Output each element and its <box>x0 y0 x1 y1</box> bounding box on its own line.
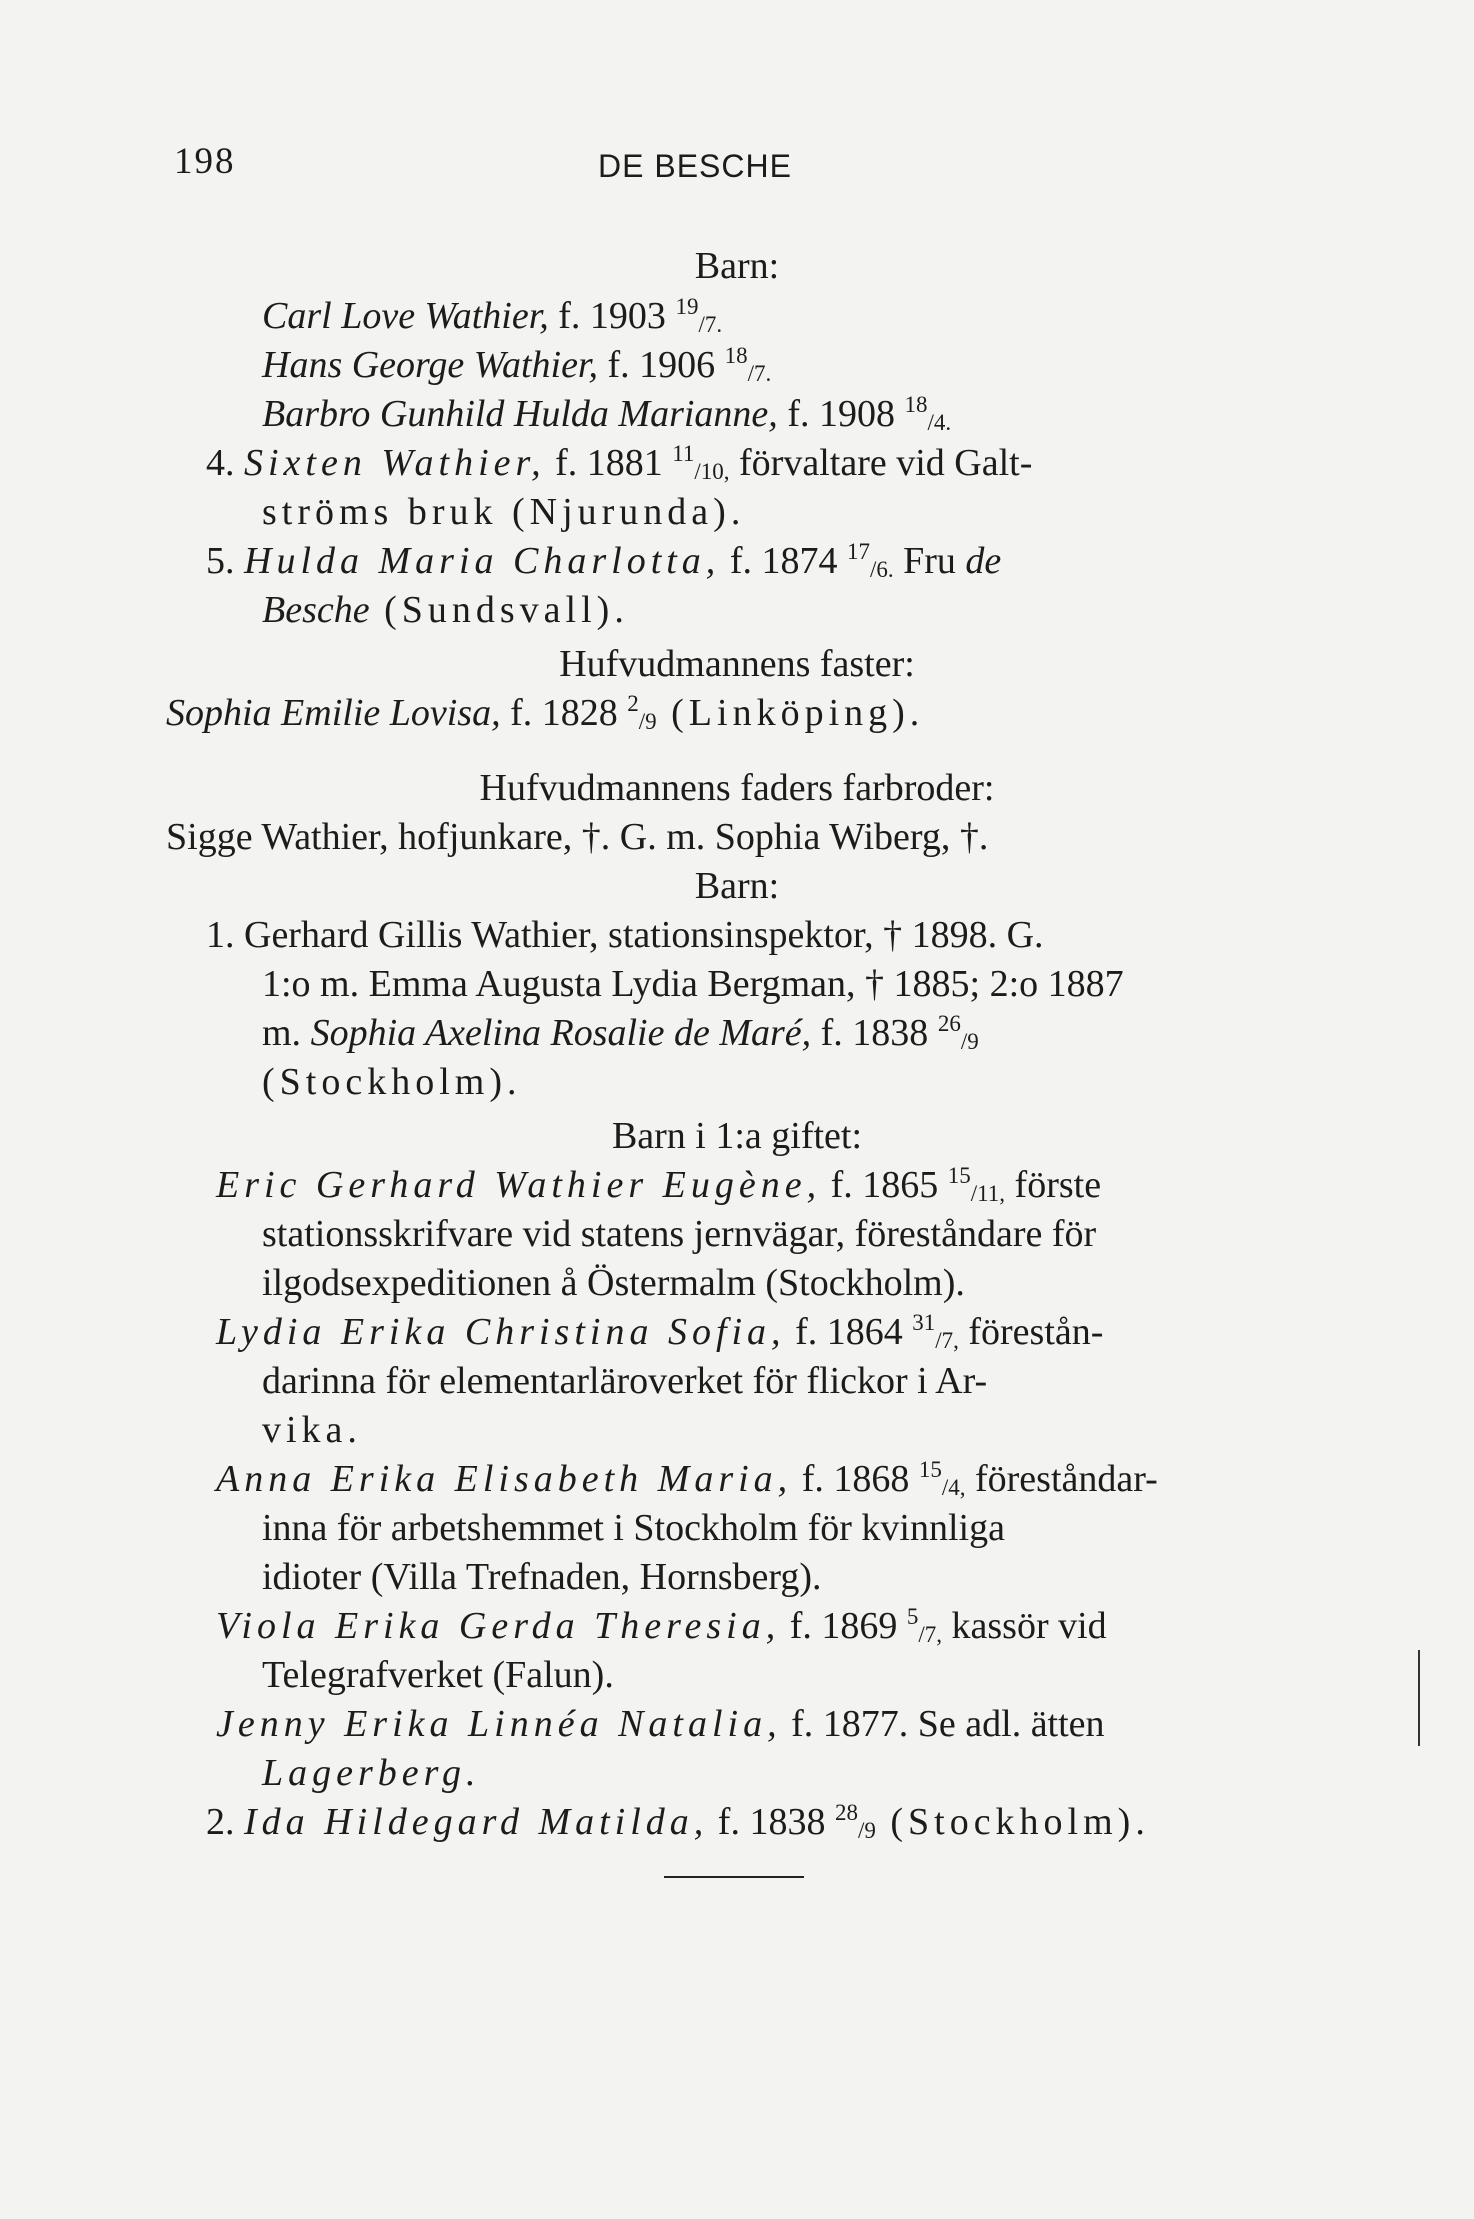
entry-line: Hans George Wathier, f. 1906 $^{18}_{/7.}$ <box>262 343 772 386</box>
entry-line: Lagerberg. <box>262 1752 481 1794</box>
section-heading: Hufvudmannens faders farbroder: <box>479 767 995 809</box>
page-number: 198 <box>174 141 236 182</box>
section-heading-barn: Barn: <box>694 245 780 287</box>
entry-line: m. Sophia Axelina Rosalie de Maré, f. 1838 $^{26}_{/9}$ <box>262 1011 979 1054</box>
entry-line: stationsskrifvare vid statens jernvägar, föreståndare för <box>262 1213 1097 1255</box>
person-name: Carl Love Wathier, <box>262 295 549 337</box>
person-name: Anna Erika Elisabeth Maria, <box>216 1458 793 1500</box>
entry-line: Barbro Gunhild Hulda Marianne, f. 1908 $^{18}_{/4.}$ <box>262 392 952 435</box>
person-name: Sophia Emilie Lovisa, <box>166 692 501 734</box>
entry-line: 2. Ida Hildegard Matilda, f. 1838 $^{28}_{/9}$ (Stockholm). <box>206 1800 1150 1843</box>
person-name: Viola Erika Gerda Theresia, <box>216 1605 781 1647</box>
person-name: Lydia Erika Christina Sofia, <box>216 1311 786 1353</box>
entry-line: Anna Erika Elisabeth Maria, f. 1868 $^{15}_{/4,}$ föreståndar- <box>216 1457 1158 1500</box>
entry-line: 5. Hulda Maria Charlotta, f. 1874 $^{17}_{/6.}$ Fru de <box>206 539 1002 582</box>
person-name: Eric Gerhard Wathier Eugène, <box>216 1164 822 1206</box>
section-heading-barn: Barn: <box>694 865 780 907</box>
entry-line: 4. Sixten Wathier, f. 1881 $^{11}_{/10,}$ förvaltare vid Galt- <box>206 441 1033 484</box>
entry-line: ilgodsexpeditionen å Östermalm (Stockholm). <box>262 1262 965 1304</box>
section-divider <box>664 1876 804 1878</box>
entry-line: Carl Love Wathier, f. 1903 $^{19}_{/7.}$ <box>262 294 723 337</box>
entry-line: Viola Erika Gerda Theresia, f. 1869 $^5_{/7,}$ kassör vid <box>216 1604 1107 1647</box>
entry-line: ströms bruk (Njurunda). <box>262 491 746 533</box>
entry-line: Sophia Emilie Lovisa, f. 1828 $^2_{/9}$ (Linköping). <box>166 691 925 734</box>
section-heading: Barn i 1:a giftet: <box>611 1115 863 1157</box>
section-heading: Hufvudmannens faster: <box>559 643 915 685</box>
entry-line: Eric Gerhard Wathier Eugène, f. 1865 $^{15}_{/11,}$ förste <box>216 1163 1102 1206</box>
person-name: Hans George Wathier, <box>262 344 599 386</box>
entry-line: Besche (Sundsvall). <box>262 589 629 631</box>
entry-line: Jenny Erika Linnéa Natalia, f. 1877. Se adl. ätten <box>216 1703 1105 1745</box>
margin-mark <box>1418 1650 1420 1746</box>
person-name: Sophia Axelina Rosalie de Maré, <box>310 1012 812 1054</box>
entry-line: Telegrafverket (Falun). <box>262 1654 614 1696</box>
entry-line: (Stockholm). <box>262 1061 522 1103</box>
person-name: Barbro Gunhild Hulda Marianne, <box>262 393 778 435</box>
person-name: Jenny Erika Linnéa Natalia, <box>216 1703 782 1745</box>
running-header: DE BESCHE <box>598 148 792 184</box>
entry-line: idioter (Villa Trefnaden, Hornsberg). <box>262 1556 822 1598</box>
entry-line: Sigge Wathier, hofjunkare, †. G. m. Sophia Wiberg, †. <box>166 816 989 858</box>
person-name: Hulda Maria Charlotta, <box>244 540 721 582</box>
entry-line: inna för arbetshemmet i Stockholm för kvinnliga <box>262 1507 1005 1549</box>
entry-line: Lydia Erika Christina Sofia, f. 1864 $^{31}_{/7,}$ förestån- <box>216 1310 1104 1353</box>
person-name: Ida Hildegard Matilda, <box>244 1801 709 1843</box>
entry-line: 1:o m. Emma Augusta Lydia Bergman, † 1885; 2:o 1887 <box>262 963 1124 1005</box>
entry-line: 1. Gerhard Gillis Wathier, stationsinspektor, † 1898. G. <box>206 914 1044 956</box>
person-name: Sixten Wathier, <box>244 442 546 484</box>
entry-line: darinna för elementarläroverket för flickor i Ar- <box>262 1360 988 1402</box>
entry-line: vika. <box>262 1409 362 1451</box>
